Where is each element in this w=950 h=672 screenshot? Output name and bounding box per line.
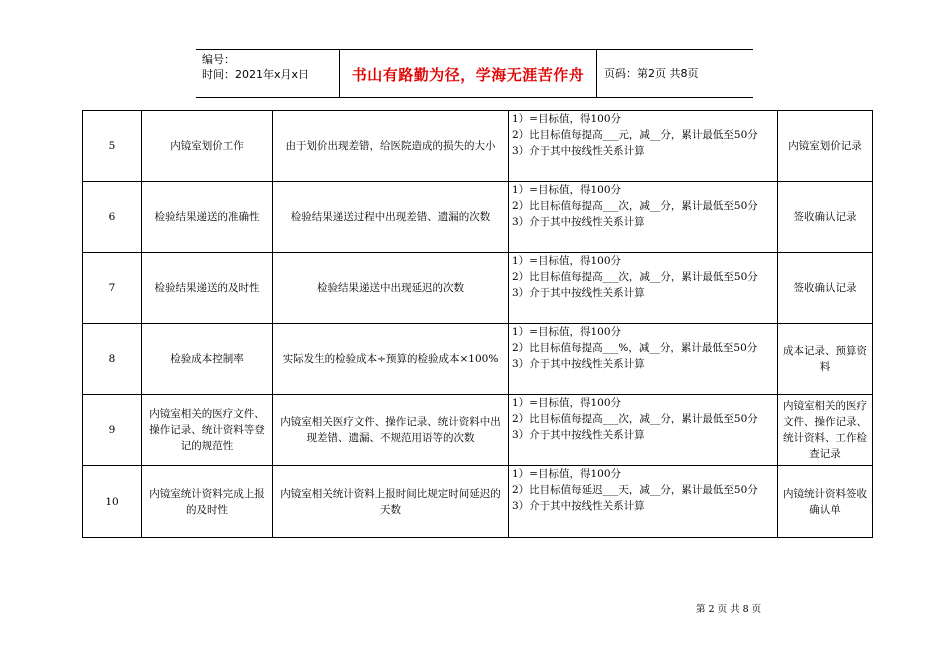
table-row: [83, 111, 873, 182]
table-row: [83, 324, 873, 395]
page-header: [196, 49, 753, 98]
indicator-name: 内镜室相关的医疗文件、操作记录、统计资料等登记的规范性: [142, 395, 273, 466]
rule-line: 1）=目标值，得100分: [512, 255, 622, 267]
header-motto: 书山有路勤为径，学海无涯苦作舟: [351, 66, 585, 84]
scoring-rules: [509, 111, 778, 182]
rule-line: 1）=目标值，得100分: [512, 326, 622, 338]
indicator-definition: 检验结果递送过程中出现差错、遗漏的次数: [273, 182, 509, 253]
indicator-definition: 内镜室相关医疗文件、操作记录、统计资料中出现差错、遗漏、不规范用语等的次数: [273, 395, 509, 466]
rule-line: 3）介于其中按线性关系计算: [512, 216, 645, 228]
scoring-rules: [509, 182, 778, 253]
rule-line: 3）介于其中按线性关系计算: [512, 429, 645, 441]
scoring-rules: [509, 466, 778, 538]
row-number: 10: [83, 466, 142, 538]
indicator-definition: 内镜室相关统计资料上报时间比规定时间延迟的天数: [273, 466, 509, 538]
kpi-table: [82, 110, 873, 538]
header-time: 时间：2021年x月x日: [202, 68, 310, 81]
rule-line: 3）介于其中按线性关系计算: [512, 358, 645, 370]
rule-line: 1）=目标值，得100分: [512, 397, 622, 409]
table-row: [83, 395, 873, 466]
rule-line: 2）比目标值每提高___次，减__分，累计最低至50分: [512, 413, 758, 425]
data-source: 签收确认记录: [778, 253, 873, 324]
rule-line: 3）介于其中按线性关系计算: [512, 145, 645, 157]
data-source: 内镜室相关的医疗文件、操作记录、统计资料、工作检查记录: [778, 395, 873, 466]
rule-line: 2）比目标值每提高___次，减__分，累计最低至50分: [512, 271, 758, 283]
header-code: 编号：: [202, 53, 235, 66]
data-source: 内镜室划价记录: [778, 111, 873, 182]
row-number: 7: [83, 253, 142, 324]
row-number: 5: [83, 111, 142, 182]
rule-line: 2）比目标值每提高___%，减__分，累计最低至50分: [512, 342, 758, 354]
data-source: 内镜统计资料签收确认单: [778, 466, 873, 538]
rule-line: 1）=目标值，得100分: [512, 113, 622, 125]
rule-line: 2）比目标值每延迟___天，减__分，累计最低至50分: [512, 484, 758, 496]
rule-line: 3）介于其中按线性关系计算: [512, 500, 645, 512]
rule-line: 3）介于其中按线性关系计算: [512, 287, 645, 299]
indicator-name: 内镜室统计资料完成上报的及时性: [142, 466, 273, 538]
table-row: [83, 253, 873, 324]
scoring-rules: [509, 253, 778, 324]
page-footer: 第 2 页 共 8 页: [696, 604, 762, 615]
indicator-definition: 实际发生的检验成本÷预算的检验成本×100%: [273, 324, 509, 395]
indicator-definition: 由于划价出现差错，给医院造成的损失的大小: [273, 111, 509, 182]
scoring-rules: [509, 395, 778, 466]
table-row: [83, 466, 873, 538]
rule-line: 2）比目标值每提高___次，减__分，累计最低至50分: [512, 200, 758, 212]
rule-line: 1）=目标值，得100分: [512, 184, 622, 196]
indicator-definition: 检验结果递送中出现延迟的次数: [273, 253, 509, 324]
rule-line: 1）=目标值，得100分: [512, 468, 622, 480]
indicator-name: 检验结果递送的及时性: [142, 253, 273, 324]
data-source: 签收确认记录: [778, 182, 873, 253]
row-number: 8: [83, 324, 142, 395]
rule-line: 2）比目标值每提高___元，减__分，累计最低至50分: [512, 129, 758, 141]
table-row: [83, 182, 873, 253]
row-number: 9: [83, 395, 142, 466]
indicator-name: 内镜室划价工作: [142, 111, 273, 182]
header-meta: [202, 52, 309, 82]
row-number: 6: [83, 182, 142, 253]
data-source: 成本记录、预算资料: [778, 324, 873, 395]
header-divider: [596, 50, 597, 97]
scoring-rules: [509, 324, 778, 395]
indicator-name: 检验成本控制率: [142, 324, 273, 395]
header-page-number: 页码：第2页 共8页: [604, 67, 699, 80]
indicator-name: 检验结果递送的准确性: [142, 182, 273, 253]
